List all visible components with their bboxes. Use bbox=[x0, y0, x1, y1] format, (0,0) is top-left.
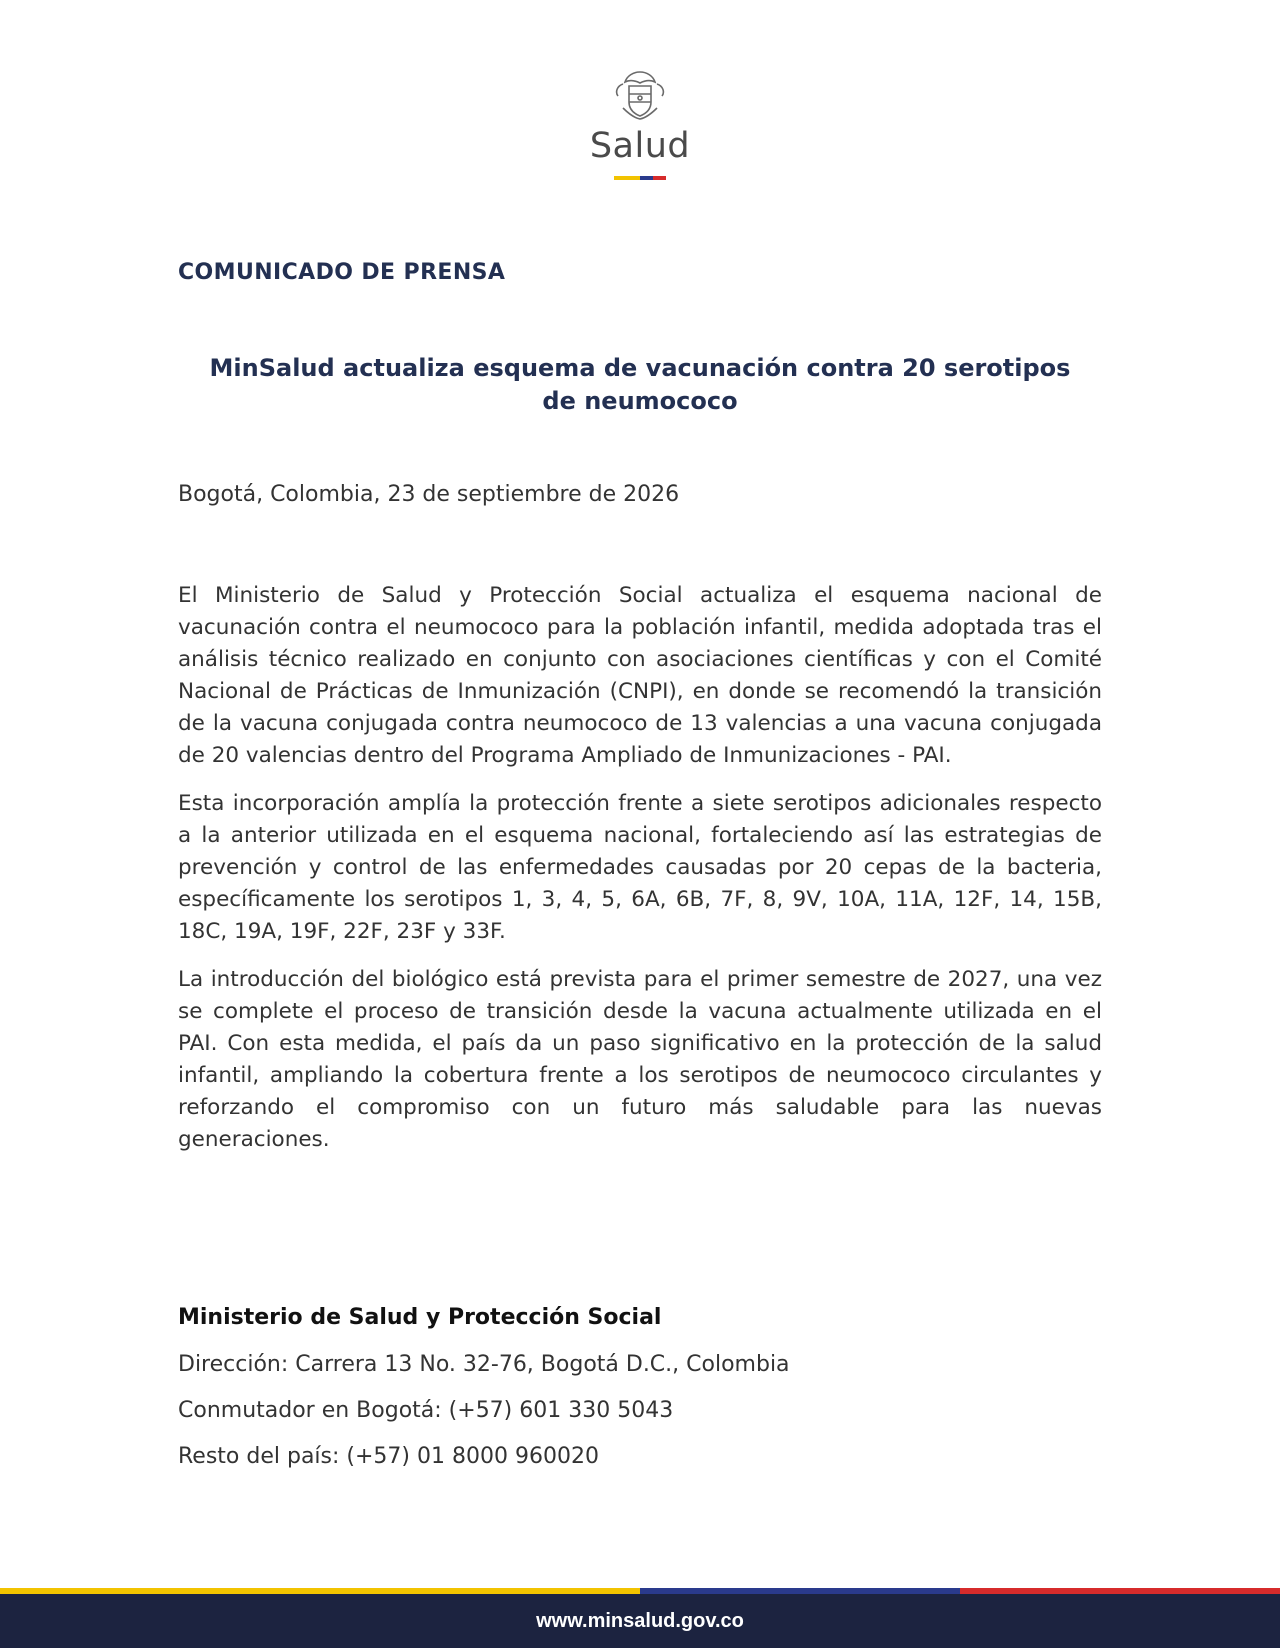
logo-wordmark: Salud bbox=[589, 126, 691, 166]
coat-of-arms-icon bbox=[609, 64, 671, 126]
ministry-logo bbox=[0, 64, 1280, 180]
dateline: Bogotá, Colombia, 23 de septiembre de 2026 bbox=[178, 482, 680, 507]
headline-line: de neumococo bbox=[542, 387, 738, 415]
organization-name: Ministerio de Salud y Protección Social bbox=[178, 1305, 662, 1330]
paragraph: La introducción del biológico está prevista para el primer semestre de 2027, una vez se complete el proceso de transición desde la vacuna actualmente utilizada en el PAI. Con esta medida, el país da un paso significativo en la protección de la salud infantil, ampliando la cobertura frente a los serotipos de neumococo circulantes y reforzando el compromiso con un futuro más saludable para las nuevas generaciones. bbox=[178, 967, 1102, 1152]
flag-bar bbox=[614, 176, 666, 180]
press-release-label: COMUNICADO DE PRENSA bbox=[178, 260, 506, 285]
website-link[interactable]: www.minsalud.gov.co bbox=[536, 1609, 744, 1632]
paragraph: El Ministerio de Salud y Protección Social actualiza el esquema nacional de vacunación contra el neumococo para la población infantil, medida adoptada tras el análisis técnico realizado en conjunto con asociaciones científicas y con el Comité Nacional de Prácticas de Inmunización (CNPI), en donde se recomendó la transición de la vacuna conjugada contra neumococo de 13 valencias a una vacuna conjugada de 20 valencias dentro del Programa Ampliado de Inmunizaciones - PAI. bbox=[178, 583, 1102, 768]
contact-block bbox=[178, 1305, 1102, 1490]
footer-bar bbox=[0, 1594, 1280, 1648]
address: Dirección: Carrera 13 No. 32-76, Bogotá D.C., Colombia bbox=[178, 1352, 790, 1377]
article-body bbox=[178, 580, 1102, 1172]
paragraph: Esta incorporación amplía la protección frente a siete serotipos adicionales respecto a la anterior utilizada en el esquema nacional, fortaleciendo así las estrategias de prevención y control de las enfermedades causadas por 20 cepas de la bacteria, específicamente los serotipos 1, 3, 4, 5, 6A, 6B, 7F, 8, 9V, 10A, 11A, 12F, 14, 15B, 18C, 19A, 19F, 22F, 23F y 33F. bbox=[178, 791, 1102, 944]
headline bbox=[178, 352, 1102, 418]
headline-line: MinSalud actualiza esquema de vacunación contra 20 serotipos bbox=[209, 354, 1071, 382]
switchboard-phone: Conmutador en Bogotá: (+57) 601 330 5043 bbox=[178, 1398, 674, 1423]
national-phone: Resto del país: (+57) 01 8000 960020 bbox=[178, 1444, 599, 1469]
